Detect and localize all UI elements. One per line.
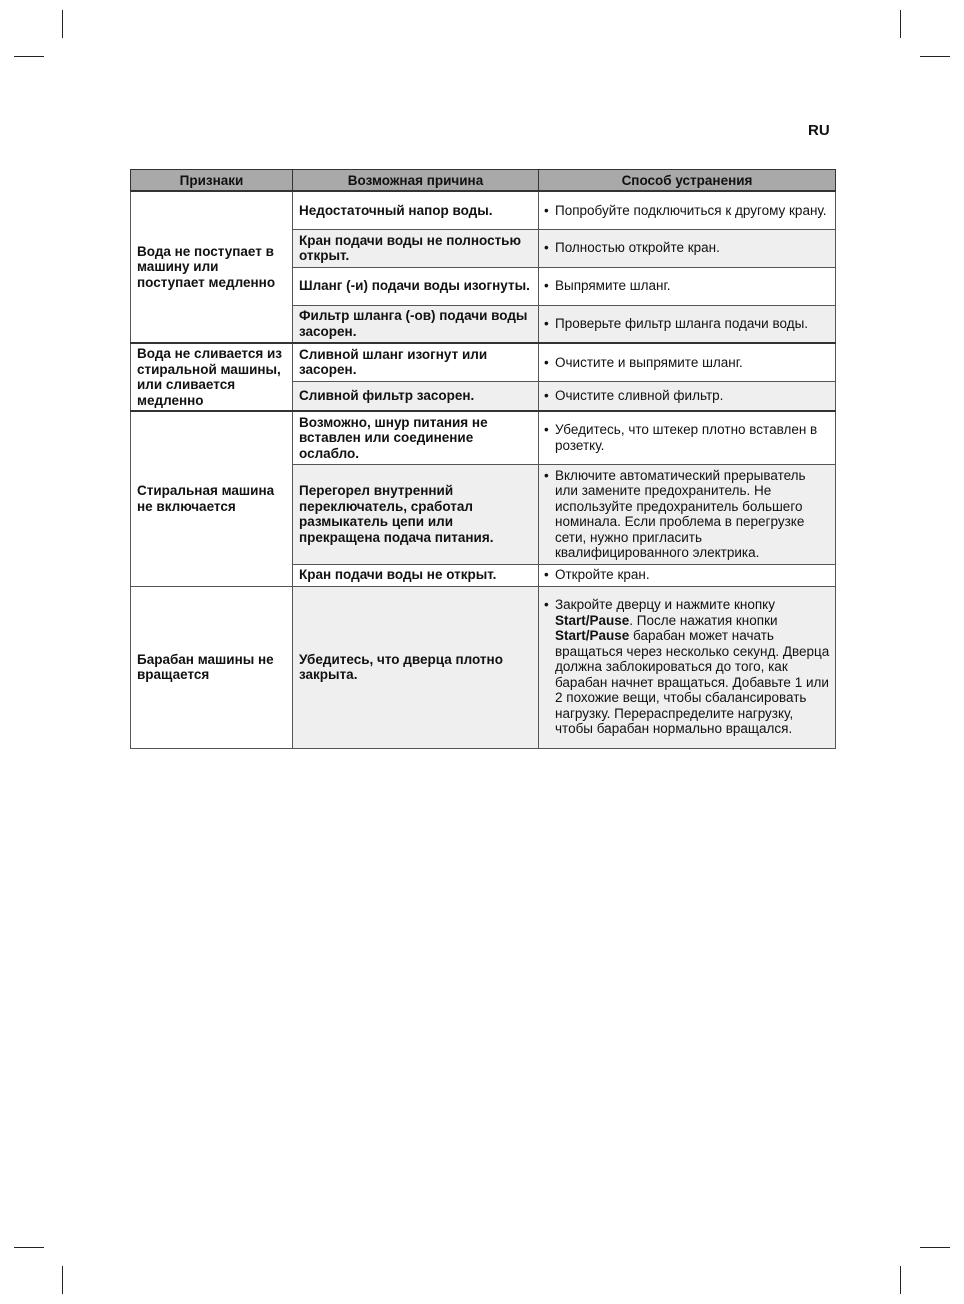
bullet-icon: • <box>544 422 549 438</box>
cause-cell: Фильтр шланга (-ов) подачи воды засорен. <box>293 305 539 343</box>
table-row <box>131 191 836 229</box>
solution-cell: • Выпрямите шланг. <box>539 267 836 305</box>
solution-cell: • Проверьте фильтр шланга подачи воды. <box>539 305 836 343</box>
bullet-icon: • <box>544 388 549 403</box>
solution-cell: • Полностью откройте кран. <box>539 229 836 267</box>
symptom-cell: Вода не поступает в машину или поступает медленно <box>131 191 293 343</box>
table-header-row <box>131 170 836 192</box>
header-cause: Возможная причина <box>293 170 539 192</box>
solution-cell: • Очистите сливной фильтр. <box>539 381 836 411</box>
solution-cell: • Откройте кран. <box>539 564 836 586</box>
cause-cell: Сливной фильтр засорен. <box>293 381 539 411</box>
bullet-icon: • <box>544 567 549 583</box>
header-symptoms: Признаки <box>131 170 293 192</box>
crop-mark <box>920 1247 950 1248</box>
solution-cell: • Включите автоматический прерыватель или замените предохранитель. Не используйте предохранитель большего номинала. Если проблема в перегрузке сети, нужно пригласить квалифицированного электрика. <box>539 464 836 564</box>
crop-mark <box>900 10 901 38</box>
troubleshooting-table <box>130 169 836 749</box>
cause-cell: Кран подачи воды не открыт. <box>293 564 539 586</box>
header-solution: Способ устранения <box>539 170 836 192</box>
solution-text: Закройте дверцу и нажмите кнопку Start/Pause. После нажатия кнопки Start/Pause барабан может начать вращаться через несколько секунд. Дверца должна заблокироваться до того, как барабан начнет вращаться. Добавьте 1 или 2 похожие вещи, чтобы сбалансировать нагрузку. Перераспределите нагрузку, чтобы барабан нормально вращался. <box>555 597 830 737</box>
cause-cell: Сливной шланг изогнут или засорен. <box>293 343 539 381</box>
solution-cell: • Убедитесь, что штекер плотно вставлен в розетку. <box>539 411 836 464</box>
table-row <box>131 586 836 748</box>
bullet-icon: • <box>544 202 549 218</box>
solution-cell: • Очистите и выпрямите шланг. <box>539 343 836 381</box>
cause-cell: Убедитесь, что дверца плотно закрыта. <box>293 586 539 748</box>
crop-mark <box>920 56 950 57</box>
language-label: RU <box>808 122 830 139</box>
crop-mark <box>14 1247 44 1248</box>
symptom-cell: Стиральная машина не включается <box>131 411 293 586</box>
cause-cell: Шланг (-и) подачи воды изогнуты. <box>293 267 539 305</box>
bullet-icon: • <box>544 316 549 331</box>
table-row <box>131 343 836 381</box>
bullet-icon: • <box>544 597 549 613</box>
start-pause-label: Start/Pause <box>555 612 630 628</box>
cause-cell: Кран подачи воды не полностью открыт. <box>293 229 539 267</box>
crop-mark <box>62 10 63 38</box>
solution-cell <box>539 586 836 748</box>
cause-cell: Недостаточный напор воды. <box>293 191 539 229</box>
cause-cell: Перегорел внутренний переключатель, сработал размыкатель цепи или прекращена подача питания. <box>293 464 539 564</box>
bullet-icon: • <box>544 467 549 483</box>
bullet-icon: • <box>544 354 549 370</box>
bullet-icon: • <box>544 240 549 256</box>
crop-mark <box>14 56 44 57</box>
solution-cell: • Попробуйте подключиться к другому крану. <box>539 191 836 229</box>
symptom-cell: Барабан машины не вращается <box>131 586 293 748</box>
crop-mark <box>900 1266 901 1294</box>
symptom-cell: Вода не сливается из стиральной машины, или сливается медленно <box>131 343 293 411</box>
table-row <box>131 411 836 464</box>
cause-cell: Возможно, шнур питания не вставлен или соединение ослабло. <box>293 411 539 464</box>
crop-mark <box>62 1266 63 1294</box>
start-pause-label: Start/Pause <box>555 628 630 644</box>
bullet-icon: • <box>544 278 549 294</box>
